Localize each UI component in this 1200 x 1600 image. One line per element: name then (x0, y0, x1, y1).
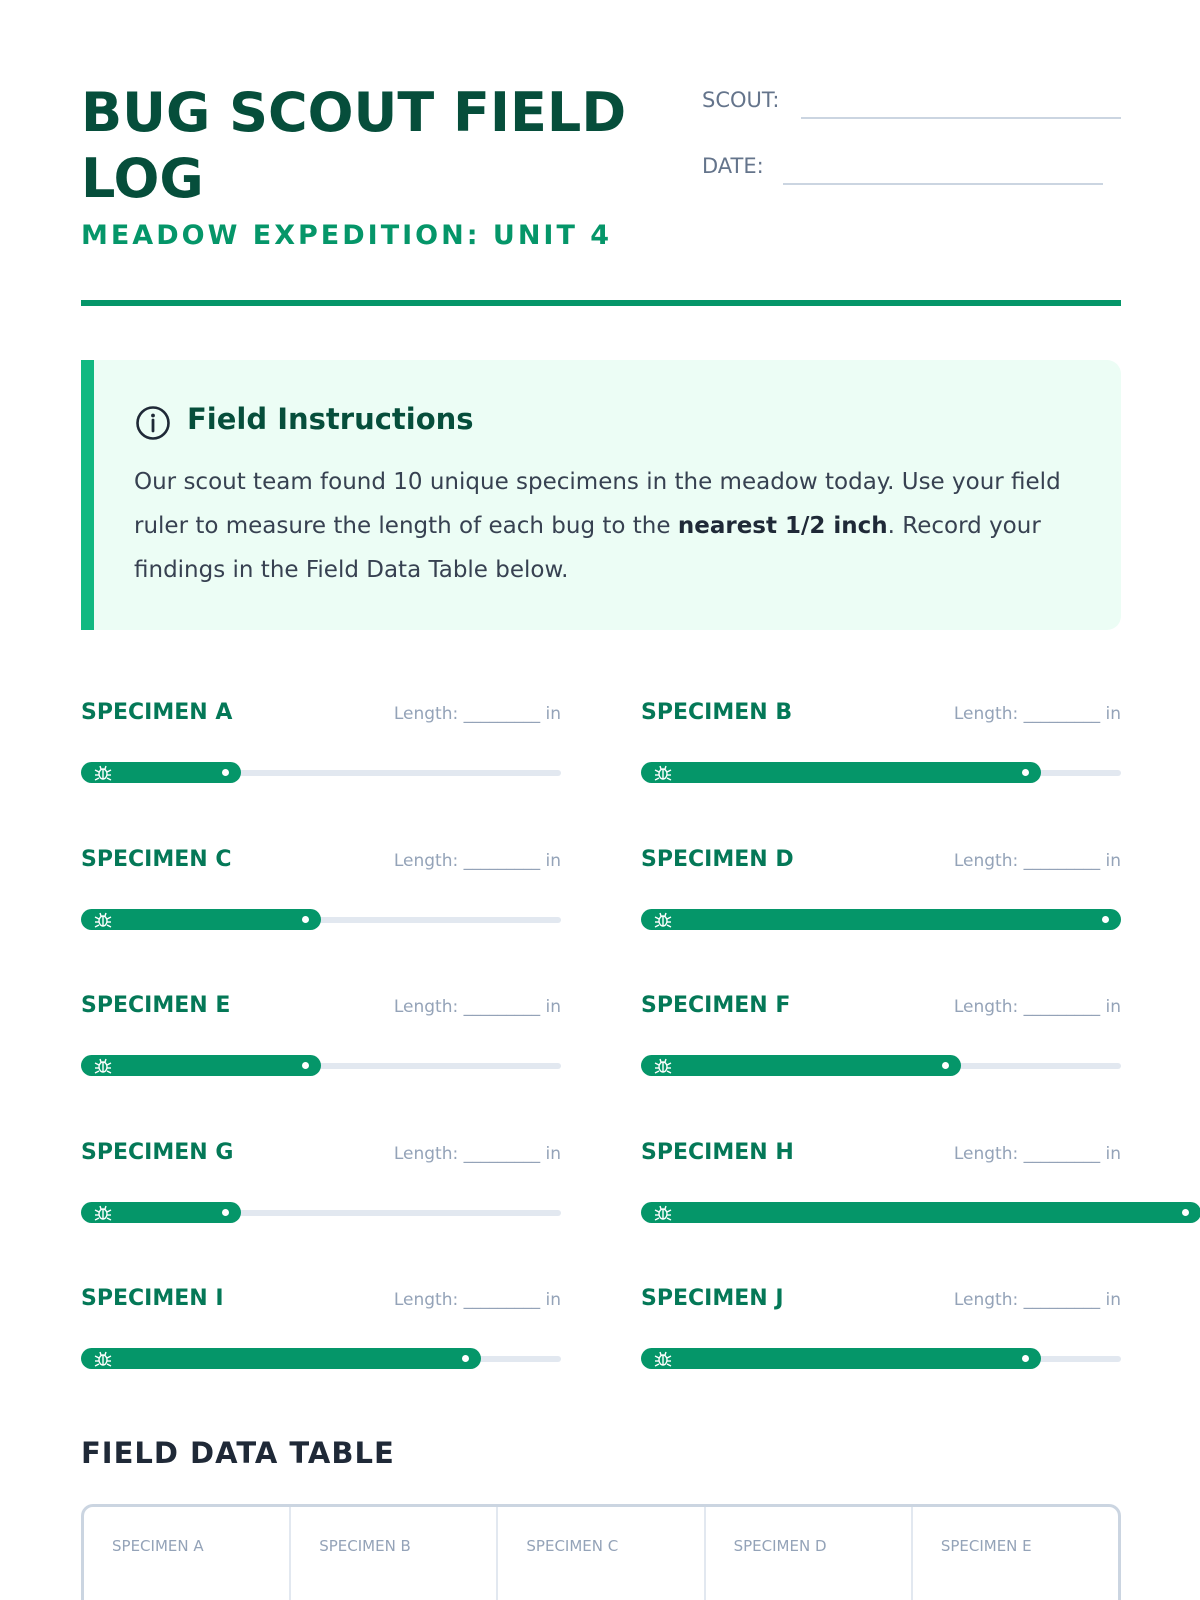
bar-end-dot (222, 769, 229, 776)
specimen-name: SPECIMEN G (81, 1139, 234, 1165)
specimen-bar (81, 1348, 481, 1369)
specimen-name: SPECIMEN B (641, 700, 793, 725)
specimen-card (81, 993, 561, 1103)
specimen-bar (81, 1202, 241, 1223)
table-column-header: SPECIMEN D (706, 1507, 913, 1600)
specimen-bar (641, 909, 1121, 930)
specimen-card (641, 1286, 1121, 1396)
bar-end-dot (1102, 916, 1109, 923)
specimen-bar (641, 1348, 1041, 1369)
bug-icon (94, 765, 112, 781)
instructions-title: Field Instructions (187, 402, 474, 436)
length-field[interactable]: Length: _________ in (393, 1290, 561, 1310)
specimen-name: SPECIMEN I (81, 1286, 224, 1311)
instructions-callout (81, 360, 1121, 630)
specimen-card (641, 847, 1121, 957)
info-icon (135, 405, 171, 441)
length-field[interactable]: Length: _________ in (393, 850, 561, 871)
bug-icon (654, 1351, 672, 1367)
specimen-name: SPECIMEN J (641, 1286, 784, 1311)
length-field[interactable]: Length: _________ in (953, 1290, 1121, 1310)
bar-end-dot (302, 1062, 309, 1069)
bug-icon (654, 912, 672, 928)
instructions-emphasis: nearest 1/2 inch (677, 513, 888, 539)
specimen-name: SPECIMEN C (81, 846, 232, 872)
date-label: DATE: (702, 154, 764, 178)
length-field[interactable]: Length: _________ in (953, 850, 1121, 871)
header-divider (81, 300, 1121, 306)
header (81, 80, 1121, 305)
specimen-name: SPECIMEN D (641, 846, 794, 872)
specimen-name: SPECIMEN E (81, 993, 231, 1018)
bar-end-dot (1022, 769, 1029, 776)
instructions-text-start: Our scout team found 10 unique specimens in the meadow today. Use your field ruler to measure the length of each bug to the (134, 469, 1061, 539)
table-column-header: SPECIMEN E (940, 1537, 1032, 1555)
field-data-table (81, 1504, 1121, 1600)
bar-end-dot (1182, 1209, 1189, 1216)
bug-icon (654, 1205, 672, 1221)
date-input-line[interactable] (783, 183, 1103, 185)
bug-icon (94, 1351, 112, 1367)
bug-icon (654, 1058, 672, 1074)
bar-end-dot (462, 1355, 469, 1362)
bug-icon (94, 1058, 112, 1074)
bug-icon (654, 765, 672, 781)
bug-icon (94, 1205, 112, 1221)
bug-icon (94, 912, 112, 928)
instructions-body (134, 460, 1094, 592)
specimen-card (81, 847, 561, 957)
bar-end-dot (222, 1209, 229, 1216)
specimen-card (641, 700, 1121, 810)
specimen-card (81, 700, 561, 810)
length-field[interactable]: Length: _________ in (953, 1143, 1121, 1164)
table-column-header: SPECIMEN C (498, 1507, 705, 1600)
length-field[interactable]: Length: _________ in (953, 997, 1121, 1017)
specimen-name: SPECIMEN A (81, 700, 233, 725)
page-subtitle: MEADOW EXPEDITION: UNIT 4 (81, 220, 613, 251)
specimen-card (641, 993, 1121, 1103)
specimen-bar (81, 762, 241, 783)
specimen-card (81, 1140, 561, 1250)
length-field[interactable]: Length: _________ in (393, 1143, 561, 1164)
specimen-bar (641, 1055, 961, 1076)
page-title: BUG SCOUT FIELD LOG (81, 81, 627, 210)
instructions-text-end: . Record your findings in the Field Data Table below. (134, 513, 1041, 583)
specimen-name: SPECIMEN F (641, 993, 791, 1018)
bar-end-dot (942, 1062, 949, 1069)
specimen-card (81, 1286, 561, 1396)
bar-end-dot (302, 916, 309, 923)
data-table-title: FIELD DATA TABLE (81, 1436, 395, 1470)
length-field[interactable]: Length: _________ in (393, 704, 561, 724)
scout-label: SCOUT: (702, 88, 780, 112)
scout-input-line[interactable] (801, 117, 1121, 119)
table-column-header: SPECIMEN B (291, 1507, 498, 1600)
specimen-bar (81, 909, 321, 930)
specimen-bar (641, 762, 1041, 783)
specimen-bar (81, 1055, 321, 1076)
bar-end-dot (1022, 1355, 1029, 1362)
length-field[interactable]: Length: _________ in (393, 997, 561, 1017)
specimen-name: SPECIMEN H (641, 1139, 794, 1165)
table-column-header: SPECIMEN A (84, 1507, 291, 1600)
specimen-bar (641, 1202, 1200, 1223)
length-field[interactable]: Length: _________ in (953, 704, 1121, 724)
specimen-card (641, 1140, 1121, 1250)
